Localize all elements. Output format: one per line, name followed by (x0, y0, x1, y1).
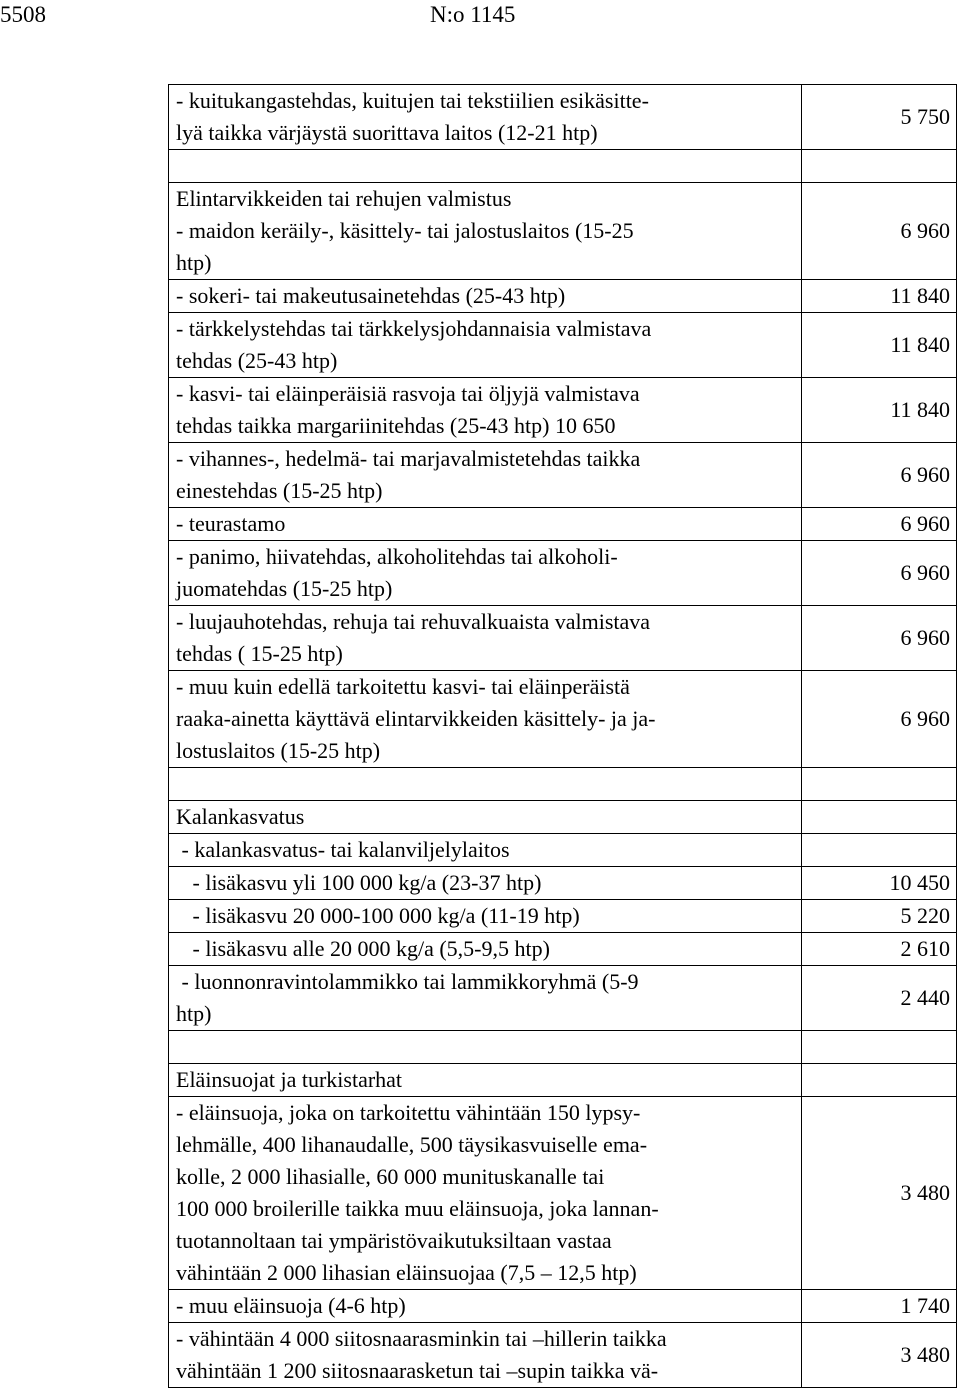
description-line: juomatehdas (15-25 htp) (176, 576, 393, 601)
page-number: 5508 (0, 2, 46, 27)
description-line: - kalankasvatus- tai kalanviljelylaitos (176, 837, 510, 862)
table-row (169, 150, 957, 183)
table-row (169, 933, 957, 966)
activity-description (169, 933, 802, 966)
activity-description (169, 1064, 802, 1097)
table-row (169, 1290, 957, 1323)
activity-description (169, 541, 802, 606)
description-line: vähintään 1 200 siitosnaarasketun tai –supin taikka vä- (176, 1358, 659, 1383)
fee-value: 1 740 (802, 1290, 957, 1323)
activity-description (169, 313, 802, 378)
activity-description (169, 1097, 802, 1290)
description-line: - lisäkasvu alle 20 000 kg/a (5,5-9,5 htp) (176, 936, 550, 961)
activity-description (169, 900, 802, 933)
activity-description (169, 1290, 802, 1323)
description-line: lehmälle, 400 lihanaudalle, 500 täysikasvuiselle ema- (176, 1132, 648, 1157)
description-line: htp) (176, 1001, 212, 1026)
table-row (169, 183, 957, 280)
table-row (169, 671, 957, 768)
table-row (169, 85, 957, 150)
fee-value: 6 960 (802, 671, 957, 768)
fee-value: 11 840 (802, 280, 957, 313)
activity-description (169, 280, 802, 313)
table-row (169, 280, 957, 313)
fee-table-body (169, 85, 957, 1388)
fee-value (802, 768, 957, 801)
description-line: tuotannoltaan tai ympäristövaikutuksiltaan vastaa (176, 1228, 612, 1253)
fee-value: 2 440 (802, 966, 957, 1031)
fee-value: 11 840 (802, 313, 957, 378)
fee-value (802, 834, 957, 867)
description-line: - muu kuin edellä tarkoitettu kasvi- tai eläinperäistä (176, 674, 630, 699)
description-line: raaka-ainetta käyttävä elintarvikkeiden käsittely- ja ja- (176, 706, 656, 731)
fee-value: 10 450 (802, 867, 957, 900)
description-line: einestehdas (15-25 htp) (176, 478, 383, 503)
description-line: - luonnonravintolammikko tai lammikkoryhmä (5-9 (176, 969, 639, 994)
activity-description (169, 150, 802, 183)
activity-description (169, 834, 802, 867)
fee-value: 6 960 (802, 183, 957, 280)
activity-description (169, 671, 802, 768)
table-row (169, 834, 957, 867)
description-line: - sokeri- tai makeutusainetehdas (25-43 htp) (176, 283, 566, 308)
table-row (169, 1323, 957, 1388)
description-line: kolle, 2 000 lihasialle, 60 000 munituskanalle tai (176, 1164, 605, 1189)
description-line: htp) (176, 250, 212, 275)
description-line: - kasvi- tai eläinperäisiä rasvoja tai öljyjä valmistava (176, 381, 640, 406)
description-line: - eläinsuoja, joka on tarkoitettu vähintään 150 lypsy- (176, 1100, 641, 1125)
activity-description (169, 801, 802, 834)
description-line (176, 150, 795, 182)
description-line: Elintarvikkeiden tai rehujen valmistus (176, 186, 512, 211)
description-line: tehdas ( 15-25 htp) (176, 641, 343, 666)
fee-value: 5 220 (802, 900, 957, 933)
table-row (169, 1097, 957, 1290)
activity-description (169, 183, 802, 280)
table-row (169, 541, 957, 606)
activity-description (169, 1323, 802, 1388)
description-line: - vihannes-, hedelmä- tai marjavalmistetehdas taikka (176, 446, 641, 471)
fee-table (168, 84, 957, 1388)
table-row (169, 443, 957, 508)
description-line: - kuitukangastehdas, kuitujen tai tekstiilien esikäsitte- (176, 88, 649, 113)
fee-value: 6 960 (802, 508, 957, 541)
statute-reference: N:o 1145 (430, 2, 516, 27)
table-row (169, 1031, 957, 1064)
activity-description (169, 443, 802, 508)
table-row (169, 867, 957, 900)
activity-description (169, 85, 802, 150)
table-row (169, 900, 957, 933)
fee-value (802, 1031, 957, 1064)
fee-value: 6 960 (802, 541, 957, 606)
description-line: - panimo, hiivatehdas, alkoholitehdas tai alkoholi- (176, 544, 618, 569)
activity-description (169, 768, 802, 801)
fee-value: 11 840 (802, 378, 957, 443)
description-line: - tärkkelystehdas tai tärkkelysjohdannaisia valmistava (176, 316, 652, 341)
activity-description (169, 966, 802, 1031)
activity-description (169, 1031, 802, 1064)
description-line: tehdas (25-43 htp) (176, 348, 338, 373)
fee-value: 6 960 (802, 606, 957, 671)
description-line: vähintään 2 000 lihasian eläinsuojaa (7,5 – 12,5 htp) (176, 1260, 637, 1285)
activity-description (169, 867, 802, 900)
description-line: - lisäkasvu 20 000-100 000 kg/a (11-19 htp) (176, 903, 580, 928)
fee-value: 6 960 (802, 443, 957, 508)
description-line: - muu eläinsuoja (4-6 htp) (176, 1293, 406, 1318)
description-line: tehdas taikka margariinitehdas (25-43 htp) 10 650 (176, 413, 616, 438)
fee-value (802, 1064, 957, 1097)
fee-value: 3 480 (802, 1097, 957, 1290)
description-line: - maidon keräily-, käsittely- tai jalostuslaitos (15-25 (176, 218, 634, 243)
table-row (169, 508, 957, 541)
table-row (169, 606, 957, 671)
fee-value (802, 801, 957, 834)
description-line: 100 000 broilerille taikka muu eläinsuoja, joka lannan- (176, 1196, 659, 1221)
fee-value: 5 750 (802, 85, 957, 150)
description-line: - teurastamo (176, 511, 286, 536)
table-row (169, 313, 957, 378)
activity-description (169, 606, 802, 671)
fee-value (802, 150, 957, 183)
description-line: Eläinsuojat ja turkistarhat (176, 1067, 403, 1092)
table-row (169, 378, 957, 443)
description-line: - luujauhotehdas, rehuja tai rehuvalkuaista valmistava (176, 609, 651, 634)
activity-description (169, 378, 802, 443)
description-line: Kalankasvatus (176, 804, 305, 829)
description-line (176, 768, 795, 800)
description-line: lostuslaitos (15-25 htp) (176, 738, 381, 763)
description-line: - vähintään 4 000 siitosnaarasminkin tai –hillerin taikka (176, 1326, 667, 1351)
description-line: lyä taikka värjäystä suorittava laitos (12-21 htp) (176, 120, 598, 145)
fee-value: 2 610 (802, 933, 957, 966)
table-row (169, 768, 957, 801)
table-row (169, 966, 957, 1031)
description-line (176, 1031, 795, 1063)
table-row (169, 1064, 957, 1097)
table-row (169, 801, 957, 834)
description-line: - lisäkasvu yli 100 000 kg/a (23-37 htp) (176, 870, 542, 895)
activity-description (169, 508, 802, 541)
fee-value: 3 480 (802, 1323, 957, 1388)
